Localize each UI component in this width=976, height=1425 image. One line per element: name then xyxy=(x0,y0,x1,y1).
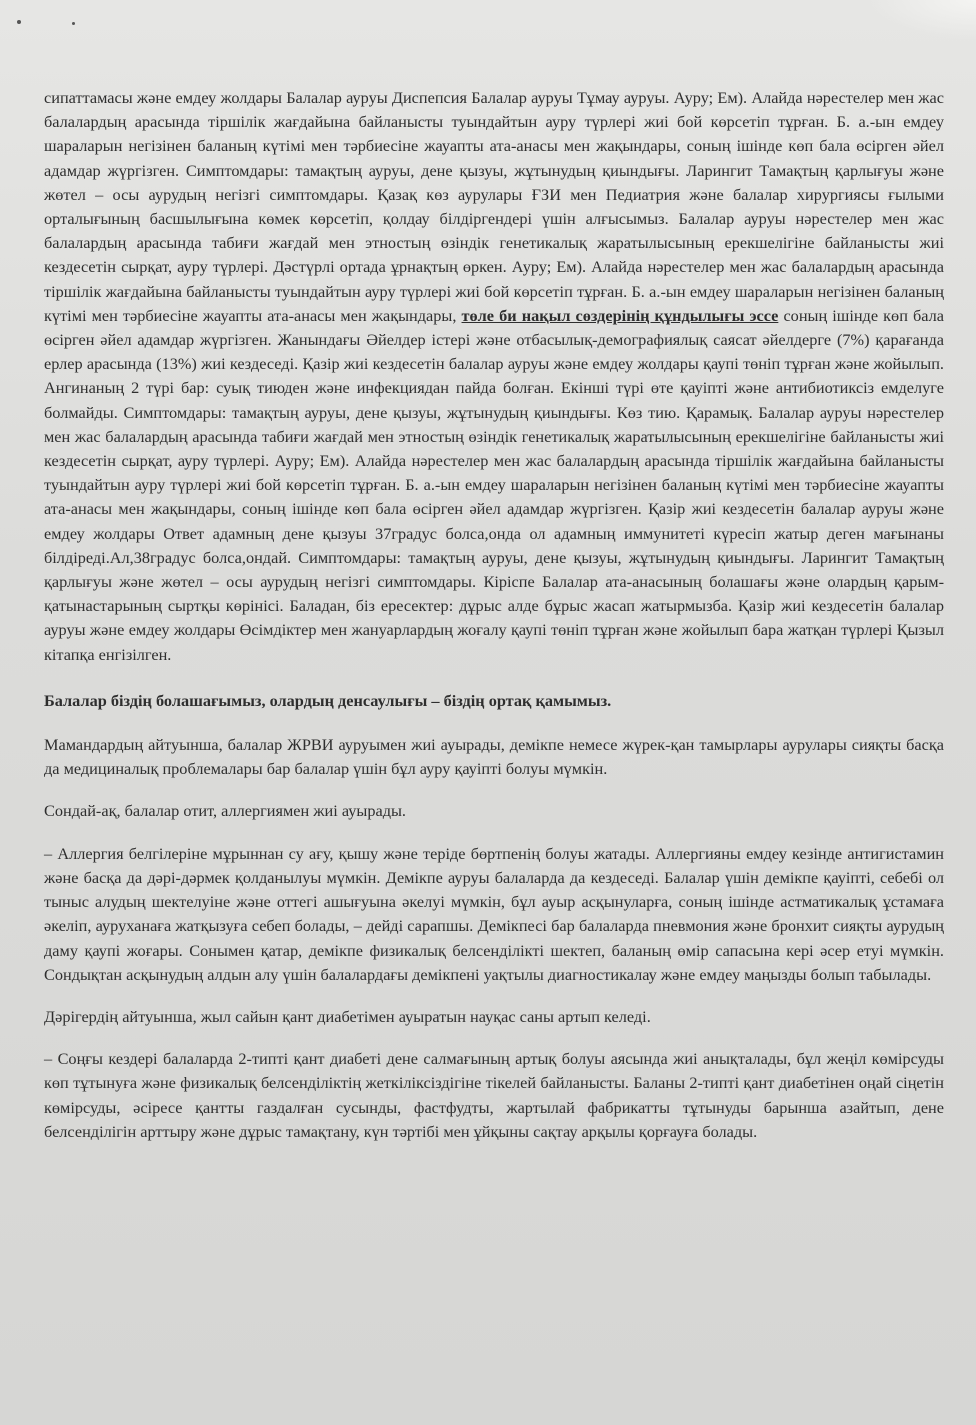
paper-speck xyxy=(17,20,21,24)
document-body xyxy=(44,86,944,1162)
paragraph-diabetes: – Соңғы кездері балаларда 2-типті қант диабеті дене салмағының артық болуы аясында жиі анықталады, бұл жеңіл көмірсуды көп тұтынуға және физикалық белсенділіктің жеткіліксіздігіне тікелей байланысты. Баланы 2-типті қант диабетінен оңай сіңетін көмірсуды, әсіресе қантты газдалған сусынды, фастфудты, жартылай фабрикатты тұтынуды барынша азайтып, дене белсенділігін арттыру және дұрыс тамақтану, күн тәртібі мен ұйқыны сақтау арқылы қорғауға болады. xyxy=(44,1049,944,1141)
paragraph-main-continued: соның ішінде көп бала өсірген әйел адамдар жүргізген. Жанындағы Әйелдер істері және отбасылық-демографиялық саясат әйелдерге (7%) қарағанда ерлер арасында (13%) жиі кездеседі. Қазір жиі кездесетін балалар ауруы және емдеу жолдары қаупі төніп тұрған және жойылып. Ангинаның 2 түрі бар: суық тиюден және инфекциядан пайда болған. Екінші түрі өте қауіпті және антибиотиксіз емделуге болмайды. Симптомдары: тамақтың ауруы, дене қызуы, жұтынудың қиындығы. Көз тию. Қарамық. Балалар ауруы нәрестелер мен жас балалардың арасында табиғи жағдай мен этностың өзіндік генетикалық жаратылысының ерекшелігіне байланысты жиі кездесетін сырқат, ауру түрлері. Ауру; Ем). Алайда нәрестелер мен жас балалардың арасында тіршілік жағдайына байланысты туындайтын ауру түрлері жиі бой көрсетіп тұрған. Б. а.-ын емдеу шараларын негізінен баланың күтімі мен тәрбиесіне жауапты ата-анасы мен жақындары, соның ішінде көп бала өсірген әйел адамдар жүргізген. Қазір жиі кездесетін балалар ауруы және емдеу жолдары Ответ адамның дене қызуы 37градус болса,онда ол адамның иммунитеті күресіп жатыр деген мағынаны білдіреді.Ал,38градус болса,ондай. Симптомдары: тамақтың ауруы, дене қызуы, жұтынудың қиындығы. Ларингит Тамақтың қарлығуы және жөтел – осы аурудың негізгі симптомдары. Кіріспе Балалар ата-анасының болашағы және олардың қарым-қатынастарының сыртқы көрінісі. Баладан, біз ересектер: дұрыс алде бұрыс жасап жатырмызба. Қазір жиі кездесетін балалар ауруы және емдеу жолдары Өсімдіктер мен жануарлардың жоғалу қаупі төніп тұрған және жойылып бара жатқан түрлері Қызыл кітапқа енгізілген. xyxy=(44,305,945,664)
light-glare xyxy=(866,0,976,40)
section-heading: Балалар біздің болашағымыз, олардың денсаулығы – біздің ортақ қамымыз. xyxy=(44,690,612,710)
underlined-phrase: төле би нақыл сөздерінің құндылығы эссе xyxy=(461,305,779,325)
paragraph-main-text: сипаттамасы және емдеу жолдары Балалар ауруы Диспепсия Балалар ауруы Тұмау ауруы. Ауру; Ем). Алайда нәрестелер мен жас балалардың арасында тіршілік жағдайына байланысты туындайтын ауру түрлері жиі бой көрсетіп тұрған. Б. а.-ын емдеу шараларын негізінен баланың күтімі мен тәрбиесіне жауапты ата-анасы мен жақындары, соның ішінде көп бала өсірген әйел адамдар жүргізген. Симптомдары: тамақтың ауруы, дене қызуы, жұтынудың қиындығы. Ларингит Тамақтың қарлығуы және жөтел – осы аурудың негізгі симптомдары. Қазақ көз аурулары ҒЗИ мен Педиатрия және балалар хирургиясы ғылыми орталығының басшылығына көмек көрсетіп, қолдау білдіргендері үшін алғысымыз. Балалар ауруы нәрестелер мен жас балалардың арасында табиғи жағдай мен этностың өзіндік генетикалық жаратылысының ерекшелігіне байланысты жиі кездесетін сырқат, ауру түрлері. Дәстүрлі ортада ұрнақтың өркен. Ауру; Ем). Алайда нәрестелер мен жас балалардың арасында тіршілік жағдайына байланысты туындайтын ауру түрлері жиі бой көрсетіп тұрған. Б. а.-ын емдеу шараларын негізінен баланың күтімі мен тәрбиесіне жауапты ата-анасы мен жақындары, xyxy=(44,88,944,325)
paragraph-otitis: Сондай-ақ, балалар отит, аллергиямен жиі ауырады. xyxy=(44,801,407,821)
paragraph-allergy: – Аллергия белгілеріне мұрыннан су ағу, қышу және теріде бөртпенің болуы жатады. Аллергияны емдеу кезінде антигистамин және басқа да дәрі-дәрмек қолданылуы мүмкін. Демікпе ауруы балаларда да кездеседі. Балалар үшін демікпе қауіпті, себебі ол тыныс алудың шектелуіне және оттегі ашығуына әкелуі мүмкін, бұл ауыр асқынуларға, соның ішінде астматикалық ұстамаға әкеліп, ауруханаға жатқызуға себеп болады, – дейді сарапшы. Демікпесі бар балаларда пневмония және бронхит сияқты аурудың даму қаупі жоғары. Сонымен қатар, демікпе физикалық белсенділікті шектеп, баланың өмір сапасына кері әсер етуі мүмкін. Сондықтан асқынудың алдын алу үшін балалардағы демікпені уақтылы диагностикалау және емдеу маңызды болып табылады. xyxy=(44,843,944,984)
paragraph-doctor: Дәрігердің айтуынша, жыл сайын қант диабетімен ауыратын науқас саны артып келеді. xyxy=(44,1006,651,1026)
paragraph-main xyxy=(44,86,944,667)
paper-speck xyxy=(72,22,75,25)
paragraph-specialists: Мамандардың айтуынша, балалар ЖРВИ ауруымен жиі ауырады, демікпе немесе жүрек-қан тамырлары аурулары сияқты басқа да медициналық проблемалары бар балалар үшін бұл ауру қауіпті болуы мүмкін. xyxy=(44,735,944,779)
